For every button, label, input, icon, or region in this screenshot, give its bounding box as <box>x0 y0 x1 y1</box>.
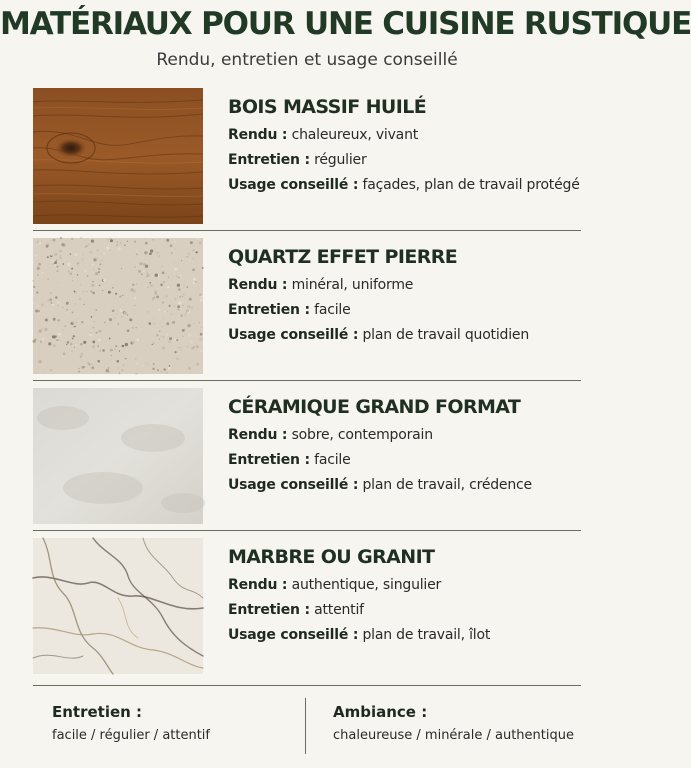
rendu-value: minéral, uniforme <box>291 277 414 293</box>
material-row-ceramic <box>0 388 614 528</box>
material-row-wood <box>0 88 614 228</box>
page-title: MATÉRIAUX POUR UNE CUISINE RUSTIQUE <box>0 6 691 42</box>
rendu-label: Rendu : <box>228 277 288 293</box>
usage-line <box>228 627 598 643</box>
entretien-label: Entretien : <box>228 452 310 468</box>
footer-ambiance-text: chaleureuse / minérale / authentique <box>333 728 574 743</box>
entretien-value: facile <box>314 452 351 468</box>
rendu-line <box>228 127 598 143</box>
footer-entretien-text: facile / régulier / attentif <box>52 728 210 743</box>
usage-line <box>228 327 598 343</box>
footer-entretien <box>52 703 210 743</box>
rendu-value: authentique, singulier <box>291 577 442 593</box>
usage-value: plan de travail, crédence <box>362 477 532 493</box>
entretien-value: attentif <box>314 602 364 618</box>
usage-label: Usage conseillé : <box>228 327 359 343</box>
rendu-line <box>228 577 598 593</box>
usage-label: Usage conseillé : <box>228 627 359 643</box>
entretien-line <box>228 602 598 618</box>
material-row-marble <box>0 538 614 678</box>
usage-value: façades, plan de travail protégé <box>362 177 580 193</box>
footer-divider <box>33 685 581 686</box>
footer-ambiance-title: Ambiance : <box>333 703 428 721</box>
marble-texture-swatch <box>33 538 203 674</box>
entretien-label: Entretien : <box>228 152 310 168</box>
entretien-label: Entretien : <box>228 602 310 618</box>
usage-label: Usage conseillé : <box>228 477 359 493</box>
material-title: BOIS MASSIF HUILÉ <box>228 96 427 118</box>
ceramic-texture-swatch <box>33 388 203 524</box>
page-subtitle: Rendu, entretien et usage conseillé <box>156 50 458 70</box>
rendu-label: Rendu : <box>228 127 288 143</box>
row-divider <box>33 230 581 231</box>
material-title: MARBRE OU GRANIT <box>228 546 435 568</box>
rendu-value: sobre, contemporain <box>291 427 433 443</box>
rendu-line <box>228 277 598 293</box>
usage-label: Usage conseillé : <box>228 177 359 193</box>
material-row-quartz <box>0 238 614 378</box>
footer-entretien-title: Entretien : <box>52 703 143 721</box>
footer-ambiance <box>333 703 574 743</box>
rendu-line <box>228 427 598 443</box>
wood-texture-swatch <box>33 88 203 224</box>
entretien-line <box>228 302 598 318</box>
entretien-value: régulier <box>314 152 367 168</box>
entretien-label: Entretien : <box>228 302 310 318</box>
rendu-label: Rendu : <box>228 427 288 443</box>
entretien-line <box>228 152 598 168</box>
rendu-label: Rendu : <box>228 577 288 593</box>
footer-vertical-divider <box>305 698 306 754</box>
quartz-texture-swatch <box>33 238 203 374</box>
rendu-value: chaleureux, vivant <box>291 127 419 143</box>
usage-line <box>228 177 598 193</box>
usage-line <box>228 477 598 493</box>
usage-value: plan de travail, îlot <box>362 627 491 643</box>
entretien-value: facile <box>314 302 351 318</box>
material-title: CÉRAMIQUE GRAND FORMAT <box>228 396 521 418</box>
usage-value: plan de travail quotidien <box>362 327 529 343</box>
material-title: QUARTZ EFFET PIERRE <box>228 246 458 268</box>
entretien-line <box>228 452 598 468</box>
row-divider <box>33 530 581 531</box>
row-divider <box>33 380 581 381</box>
